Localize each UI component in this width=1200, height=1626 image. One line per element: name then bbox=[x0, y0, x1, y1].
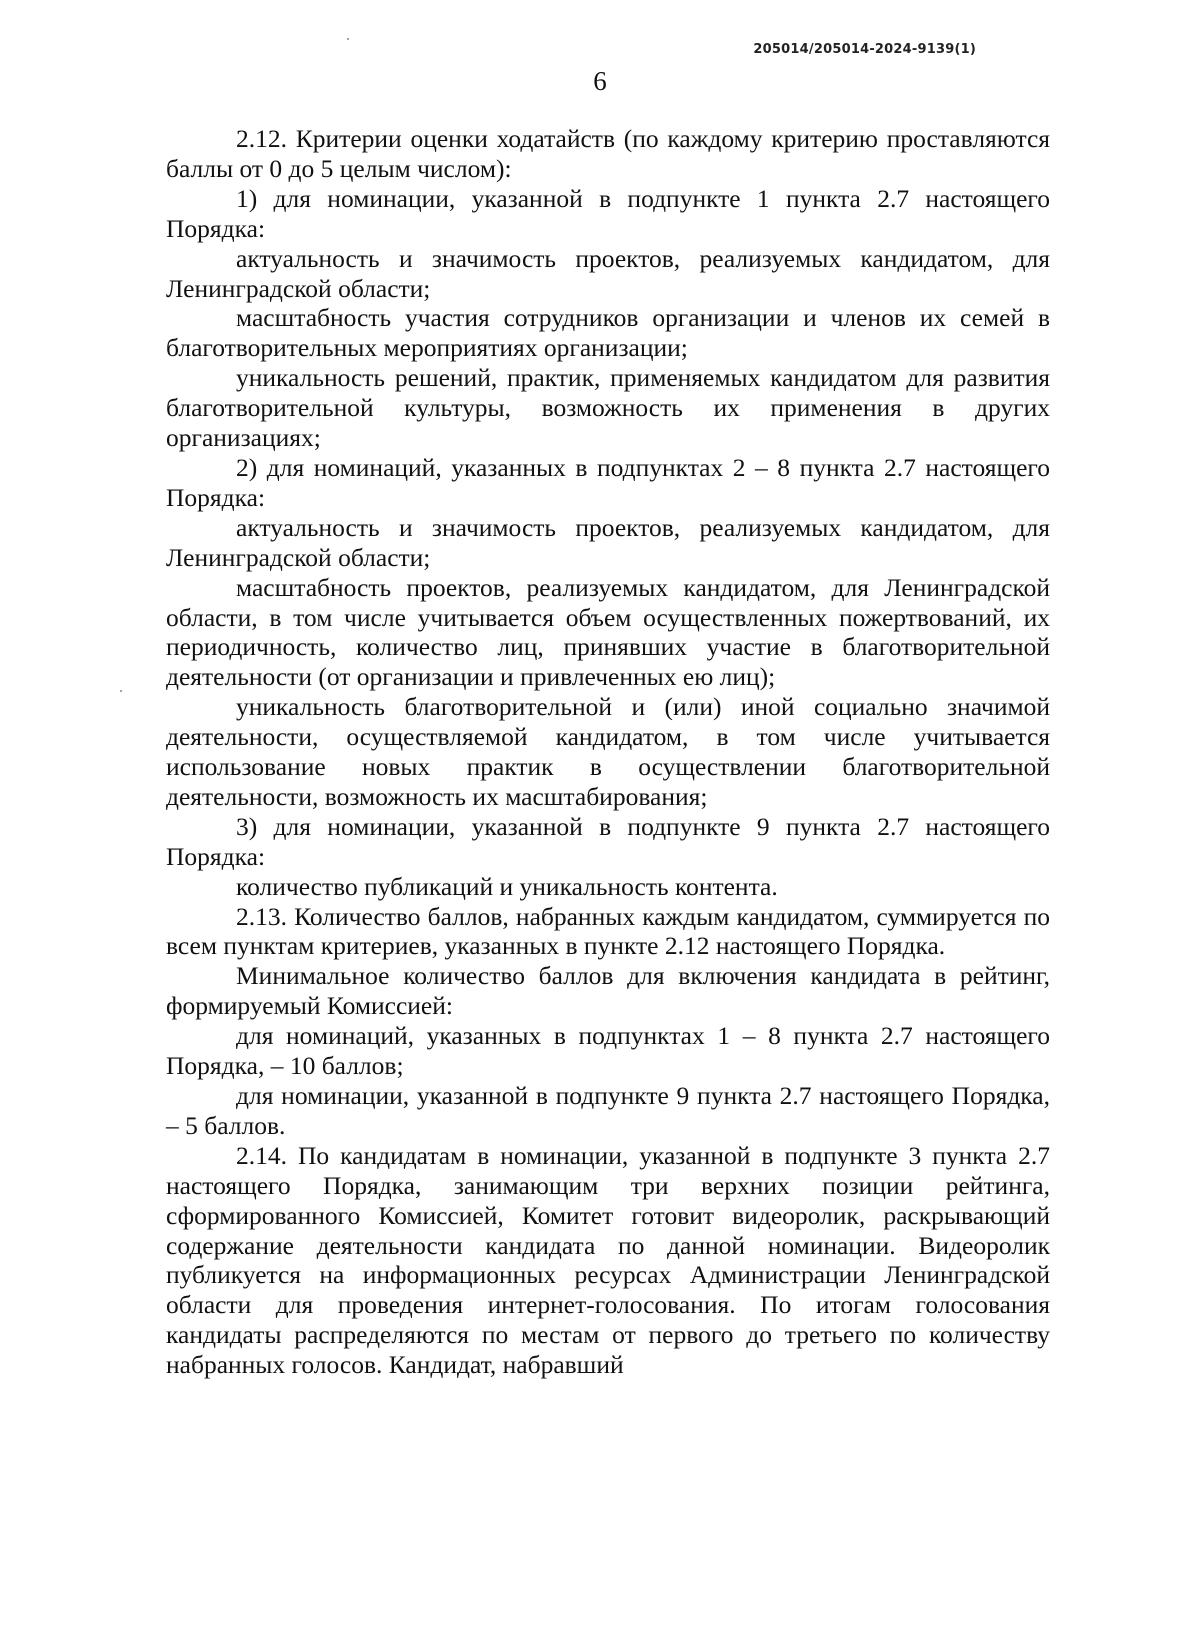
paragraph-criterion: масштабность проектов, реализуемых кандидатом, для Ленинградской области, в том числе учитывается объем осуществленных пожертвований, их периодичность, количество лиц, принявших участие в благотворительной деятельности (от организации и привлеченных ею лиц); bbox=[166, 572, 1050, 692]
paragraph-criterion: актуальность и значимость проектов, реализуемых кандидатом, для Ленинградской области; bbox=[166, 512, 1050, 572]
paragraph-2-14: 2.14. По кандидатам в номинации, указанной в подпункте 3 пункта 2.7 настоящего Порядка, занимающим три верхних позиции рейтинга, сформированного Комиссией, Комитет готовит видеоролик, раскрывающий содержание деятельности кандидата по данной номинации. Видеоролик публикуется на информационных ресурсах Администрации Ленинградской области для проведения интернет-голосования. По итогам голосования кандидаты распределяются по местам от первого до третьего по количеству набранных голосов. Кандидат, набравший bbox=[166, 1140, 1050, 1380]
paragraph-criteria-nominations-2-8: 2) для номинаций, указанных в подпунктах 2 – 8 пункта 2.7 настоящего Порядка: bbox=[166, 452, 1050, 512]
paragraph-criteria-nomination-9: 3) для номинации, указанной в подпункте 9 пункта 2.7 настоящего Порядка: bbox=[166, 811, 1050, 871]
document-body bbox=[166, 124, 1050, 1380]
document-registration-number: 205014/205014-2024-9139(1) bbox=[753, 42, 976, 57]
paragraph-criterion: актуальность и значимость проектов, реализуемых кандидатом, для Ленинградской области; bbox=[166, 243, 1050, 303]
paragraph-criterion: уникальность решений, практик, применяемых кандидатом для развития благотворительной культуры, возможность их применения в других организациях; bbox=[166, 363, 1050, 453]
paragraph-criteria-nomination-1: 1) для номинации, указанной в подпункте 1 пункта 2.7 настоящего Порядка: bbox=[166, 183, 1050, 243]
scan-speck bbox=[120, 690, 122, 692]
paragraph-criterion: уникальность благотворительной и (или) иной социально значимой деятельности, осуществляемой кандидатом, в том числе учитывается использование новых практик в осуществлении благотворительной деятельности, возможность их масштабирования; bbox=[166, 692, 1050, 811]
paragraph-minimum-score-9: для номинации, указанной в подпункте 9 пункта 2.7 настоящего Порядка, – 5 баллов. bbox=[166, 1081, 1050, 1140]
paragraph-minimum-score: Минимальное количество баллов для включения кандидата в рейтинг, формируемый Комиссией: bbox=[166, 961, 1050, 1021]
page-number: 6 bbox=[593, 66, 607, 96]
paragraph-2-12: 2.12. Критерии оценки ходатайств (по каждому критерию проставляются баллы от 0 до 5 целым числом): bbox=[166, 124, 1050, 183]
scan-speck bbox=[347, 38, 349, 40]
paragraph-criterion: масштабность участия сотрудников организации и членов их семей в благотворительных мероприятиях организации; bbox=[166, 303, 1050, 363]
paragraph-minimum-score-1-8: для номинаций, указанных в подпунктах 1 – 8 пункта 2.7 настоящего Порядка, – 10 баллов; bbox=[166, 1021, 1050, 1081]
paragraph-criterion: количество публикаций и уникальность контента. bbox=[236, 871, 778, 901]
paragraph-2-13: 2.13. Количество баллов, набранных каждым кандидатом, суммируется по всем пунктам критериев, указанных в пункте 2.12 настоящего Порядка. bbox=[166, 901, 1050, 961]
